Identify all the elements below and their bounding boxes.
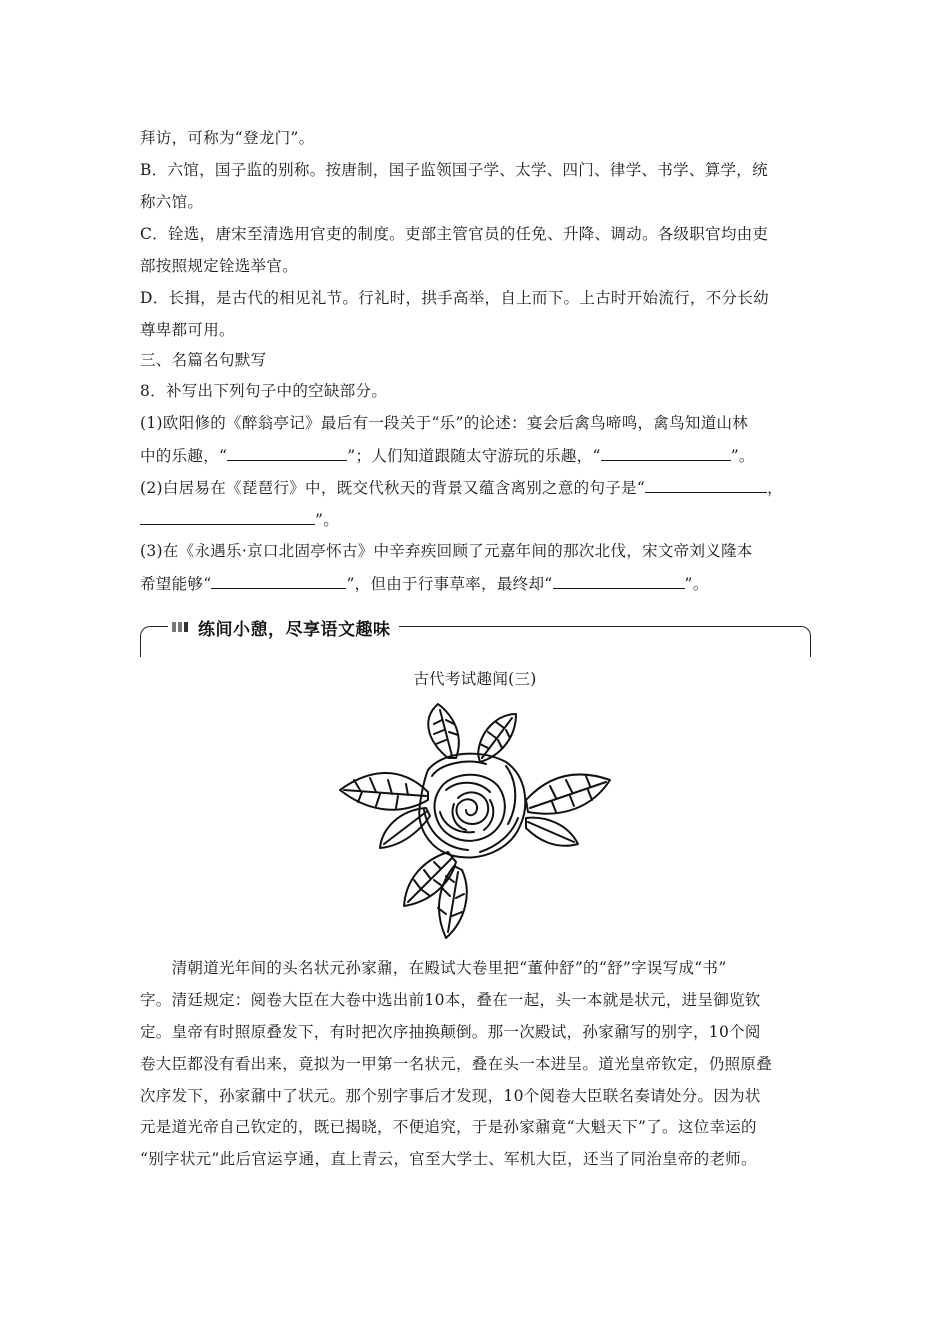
story-paragraph-line: 元是道光帝自己钦定的，既已揭晓，不便追究，于是孙家鼐竟“大魁天下”了。这位幸运的 <box>140 1118 757 1136</box>
option-d-line-1: D．长揖，是古代的相见礼节。行礼时，拱手高举，自上而下。上古时开始流行，不分长幼 <box>140 289 769 307</box>
text-segment: (2)白居易在《琵琶行》中，既交代秋天的背景又蕴含离别之意的句子是“ <box>140 479 646 497</box>
story-paragraph-line: 清朝道光年间的头名状元孙家鼐，在殿试大卷里把“董仲舒”的“舒”字误写成“书” <box>140 959 727 977</box>
bars-icon <box>172 622 190 632</box>
text-segment: ”。 <box>730 447 755 465</box>
answer-blank[interactable] <box>227 445 347 461</box>
story-paragraph-line: 次序发下，孙家鼐中了状元。那个别字事后才发现，10个阅卷大臣联名奏请处分。因为状 <box>140 1087 761 1105</box>
text-segment: 希望能够“ <box>140 575 212 593</box>
answer-blank[interactable] <box>553 573 685 589</box>
question-8-2-line-1 <box>140 477 820 498</box>
answer-blank[interactable] <box>601 445 731 461</box>
question-8-3-line-1: (3)在《永遇乐·京口北固亭怀古》中辛弃疾回顾了元嘉年间的那次北伐，宋文帝刘义隆本 <box>140 542 753 560</box>
question-8-1-line-1: (1)欧阳修的《醉翁亭记》最后有一段关于“乐”的论述：宴会后禽鸟啼鸣，禽鸟知道山林 <box>140 414 749 432</box>
option-c-line-1: C．铨选，唐宋至清选用官吏的制度。吏部主管官员的任免、升降、调动。各级职官均由吏 <box>140 225 769 243</box>
answer-blank[interactable] <box>140 509 315 525</box>
text-segment: ， <box>767 479 783 497</box>
text-segment: ”；人们知道跟随太守游玩的乐趣，“ <box>347 447 601 465</box>
story-paragraph-line: “别字状元”此后官运亨通，直上青云，官至大学士、军机大臣，还当了同治皇帝的老师。 <box>140 1150 757 1168</box>
answer-blank[interactable] <box>645 477 767 493</box>
option-b-line-2: 称六馆。 <box>140 193 204 211</box>
option-d-line-2: 尊卑都可用。 <box>140 321 235 339</box>
question-8-3-line-2 <box>140 573 820 594</box>
option-b-line-1: B．六馆，国子监的别称。按唐制，国子监领国子学、太学、四门、律学、书学、算学，统 <box>140 161 768 179</box>
option-c-line-2: 部按照规定铨选举官。 <box>140 257 299 275</box>
text-segment: 中的乐趣，“ <box>140 447 228 465</box>
break-section-title: 练间小憩，尽享语文趣味 <box>198 619 391 640</box>
story-paragraph-line: 字。清廷规定：阅卷大臣在大卷中选出前10本，叠在一起，头一本就是状元，进呈御览钦 <box>140 991 761 1009</box>
story-title: 古代考试趣闻(三) <box>413 670 537 688</box>
text-segment: ”。 <box>684 575 709 593</box>
question-8: 8．补写出下列句子中的空缺部分。 <box>140 382 388 400</box>
question-8-1-line-2 <box>140 445 820 466</box>
section-heading: 三、名篇名句默写 <box>140 351 267 369</box>
answer-blank[interactable] <box>211 573 346 589</box>
rose-icon <box>330 700 620 940</box>
question-8-2-line-2 <box>140 509 820 530</box>
text-segment: ”，但由于行事草率，最终却“ <box>346 575 553 593</box>
break-section-header <box>168 616 399 638</box>
text-segment: ”。 <box>315 511 340 529</box>
option-a-continuation: 拜访，可称为“登龙门”。 <box>140 129 315 147</box>
story-paragraph-line: 卷大臣都没有看出来，竟拟为一甲第一名状元，叠在头一本进呈。道光皇帝钦定，仍照原叠 <box>140 1055 773 1073</box>
story-paragraph-line: 定。皇帝有时照原叠发下，有时把次序抽换颠倒。那一次殿试，孙家鼐写的别字，10个阅 <box>140 1023 761 1041</box>
